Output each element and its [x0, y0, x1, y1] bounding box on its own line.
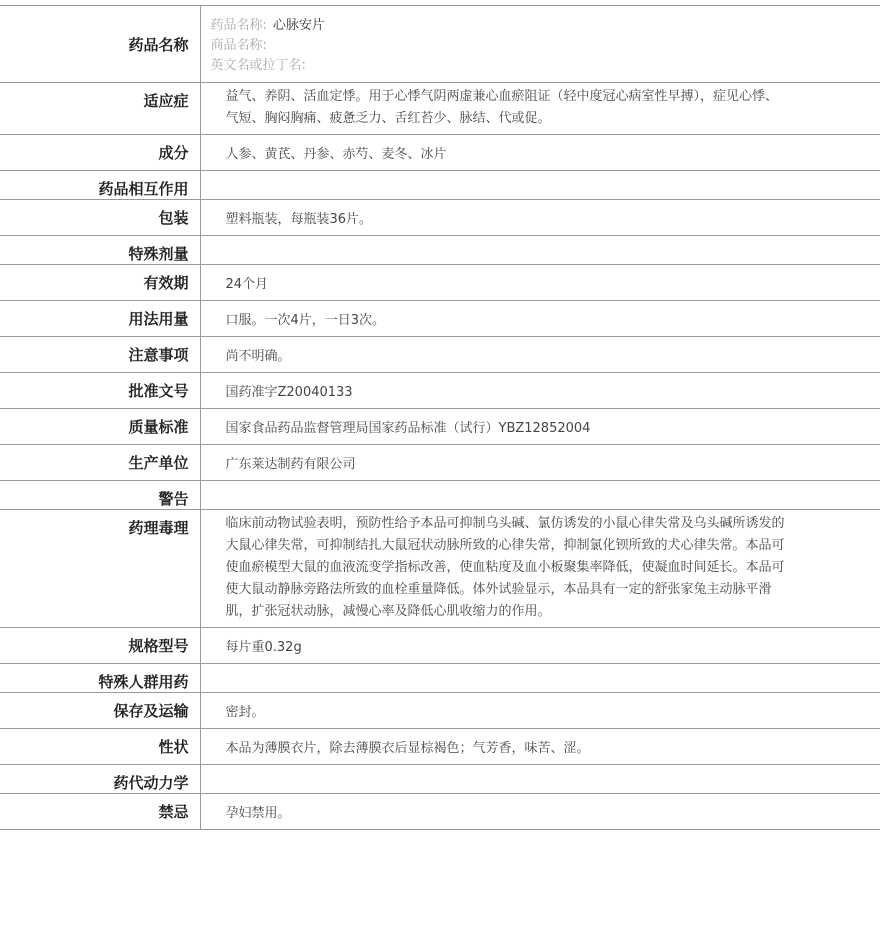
row-value: 尚不明确。 — [200, 337, 880, 373]
row-label: 禁忌 — [0, 794, 200, 830]
row-label: 药理毒理 — [0, 510, 200, 628]
drug-name-label: 药品名称: — [210, 18, 267, 33]
table-row — [0, 409, 880, 445]
table-row — [0, 373, 880, 409]
drug-info-table — [0, 5, 880, 830]
table-row — [0, 337, 880, 373]
table-row — [0, 481, 880, 510]
row-value: 本品为薄膜衣片，除去薄膜衣后显棕褐色；气芳香，味苦、涩。 — [200, 729, 880, 765]
table-row — [0, 171, 880, 200]
name-block — [200, 6, 880, 83]
row-value — [200, 171, 880, 200]
row-label: 保存及运输 — [0, 693, 200, 729]
row-value: 国药准字Z20040133 — [200, 373, 880, 409]
row-drug-name — [0, 6, 880, 83]
table-row — [0, 765, 880, 794]
row-value: 广东莱达制药有限公司 — [200, 445, 880, 481]
row-label: 批准文号 — [0, 373, 200, 409]
row-value — [200, 481, 880, 510]
row-value: 临床前动物试验表明，预防性给予本品可抑制乌头碱、氯仿诱发的小鼠心律失常及乌头碱所诱发的大鼠心律失常，可抑制结扎大鼠冠状动脉所致的心律失常，抑制氯化钡所致的犬心律失常。本品可使血瘀模型大鼠的血液流变学指标改善，使血粘度及血小板聚集率降低，使凝血时间延长。本品可使大鼠动静脉旁路法所致的血栓重量降低。体外试验显示，本品具有一定的舒张家兔主动脉平滑肌，扩张冠状动脉，减慢心率及降低心肌收缩力的作用。 — [200, 510, 880, 628]
table-row — [0, 510, 880, 628]
table-row — [0, 729, 880, 765]
table-row — [0, 135, 880, 171]
table-row — [0, 265, 880, 301]
table-row — [0, 445, 880, 481]
table-row — [0, 200, 880, 236]
row-value: 塑料瓶装，每瓶装36片。 — [200, 200, 880, 236]
row-label: 警告 — [0, 481, 200, 510]
row-value: 每片重0.32g — [200, 628, 880, 664]
row-value — [200, 236, 880, 265]
table-row — [0, 794, 880, 830]
row-value: 国家食品药品监督管理局国家药品标准（试行）YBZ12852004 — [200, 409, 880, 445]
drug-name-line — [211, 16, 880, 36]
table-row — [0, 301, 880, 337]
row-label: 适应症 — [0, 83, 200, 135]
english-name-label: 英文名或拉丁名: — [210, 58, 306, 73]
row-label: 药品名称 — [0, 6, 200, 83]
table-row — [0, 693, 880, 729]
row-value — [200, 664, 880, 693]
table-row — [0, 664, 880, 693]
row-label: 质量标准 — [0, 409, 200, 445]
row-value: 孕妇禁用。 — [200, 794, 880, 830]
table-row — [0, 628, 880, 664]
drug-name-value: 心脉安片 — [272, 18, 325, 33]
row-label: 规格型号 — [0, 628, 200, 664]
trade-name-line — [211, 36, 880, 56]
row-value: 人参、黄芪、丹参、赤芍、麦冬、冰片 — [200, 135, 880, 171]
row-label: 成分 — [0, 135, 200, 171]
row-label: 用法用量 — [0, 301, 200, 337]
table-row — [0, 236, 880, 265]
row-value: 口服。一次4片，一日3次。 — [200, 301, 880, 337]
english-name-line — [211, 56, 880, 76]
row-value: 益气、养阴、活血定悸。用于心悸气阴两虚兼心血瘀阻证（轻中度冠心病室性早搏），症见心悸、气短、胸闷胸痛、疲惫乏力、舌红苔少、脉结、代或促。 — [200, 83, 880, 135]
row-value — [200, 765, 880, 794]
row-value: 密封。 — [200, 693, 880, 729]
row-label: 特殊剂量 — [0, 236, 200, 265]
row-label: 特殊人群用药 — [0, 664, 200, 693]
trade-name-label: 商品名称: — [210, 38, 267, 53]
row-value: 24个月 — [200, 265, 880, 301]
row-label: 药品相互作用 — [0, 171, 200, 200]
row-label: 有效期 — [0, 265, 200, 301]
row-label: 药代动力学 — [0, 765, 200, 794]
table-row — [0, 83, 880, 135]
row-label: 注意事项 — [0, 337, 200, 373]
row-label: 生产单位 — [0, 445, 200, 481]
row-label: 包装 — [0, 200, 200, 236]
row-label: 性状 — [0, 729, 200, 765]
